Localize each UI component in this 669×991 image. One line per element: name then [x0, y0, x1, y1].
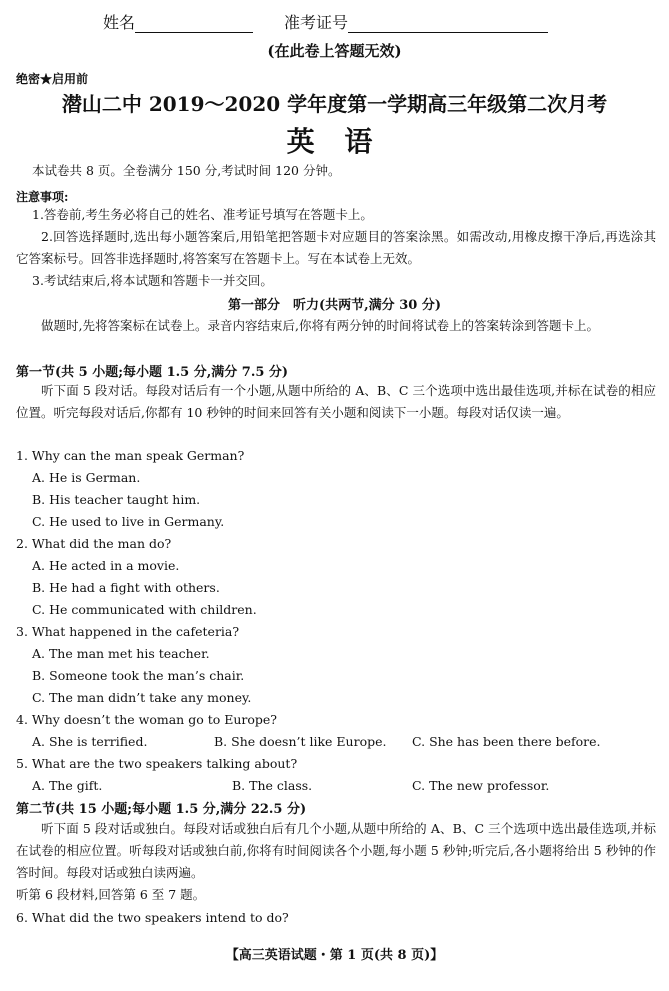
q2-option-a: A. He acted in a movie. [32, 558, 180, 573]
q5-option-a: A. The gift. [32, 778, 103, 793]
q1-option-b: B. His teacher taught him. [32, 492, 201, 507]
subject-title: 英 语 [286, 125, 383, 158]
section1-instruction: 听下面 5 段对话。每段对话后有一个小题,从题中所给的 A、B、C 三个选项中选出最佳选项,并标在试卷的相应位置。听完每段对话后,你都有 10 秒钟的时间来回答有关小题和阅读下一小题。每段对话仅读一遍。 [16, 383, 656, 420]
q3-option-b: B. Someone took the man’s chair. [32, 668, 245, 683]
q5-option-c: C. The new professor. [412, 778, 550, 793]
id-field [284, 10, 548, 33]
q2-option-b: B. He had a fight with others. [32, 580, 220, 595]
name-underline [135, 16, 253, 33]
q3-option-c: C. The man didn’t take any money. [32, 690, 252, 705]
note-item-3: 3.考试结束后,将本试题和答题卡一并交回。 [32, 273, 273, 288]
q4-option-a: A. She is terrified. [32, 734, 148, 749]
q2-stem: 2. What did the man do? [16, 536, 172, 551]
note-item-2: 2.回答选择题时,选出每小题答案后,用铅笔把答题卡对应题目的答案涂黑。如需改动,用橡皮擦干净后,再选涂其它答案标号。回答非选择题时,将答案写在答题卡上。写在本试卷上无效。 [16, 229, 656, 266]
no-answer-notice: (在此卷上答题无效) [267, 42, 402, 60]
id-underline [348, 16, 548, 33]
exam-title: 潜山二中 2019～2020 学年度第一学期高三年级第二次月考 [61, 92, 608, 116]
q4-stem: 4. Why doesn’t the woman go to Europe? [16, 712, 277, 727]
notes-heading: 注意事项: [16, 190, 69, 204]
part1-title: 第一部分 听力(共两节,满分 30 分) [228, 298, 441, 313]
page-footer: 【高三英语试题・第 1 页(共 8 页)】 [225, 948, 444, 963]
section1-title: 第一节(共 5 小题;每小题 1.5 分,满分 7.5 分) [16, 365, 289, 380]
secret-mark: 绝密★启用前 [16, 72, 89, 86]
q3-stem: 3. What happened in the cafeteria? [16, 624, 240, 639]
q2-option-c: C. He communicated with children. [32, 602, 257, 617]
q1-option-c: C. He used to live in Germany. [32, 514, 225, 529]
intro-text: 本试卷共 8 页。全卷满分 150 分,考试时间 120 分钟。 [32, 163, 341, 178]
section2-instruction: 听下面 5 段对话或独白。每段对话或独白后有几个小题,从题中所给的 A、B、C 三个选项中选出最佳选项,并标在试卷的相应位置。听每段对话或独白前,你将有时间阅读各个小题,每小题 5 秒钟;听完后,各小题将给出 5 秒钟的作答时间。每段对话或独白读两遍。 [16, 821, 656, 880]
q5-stem: 5. What are the two speakers talking about? [16, 756, 298, 771]
id-label: 准考证号 [284, 13, 349, 32]
name-field [103, 10, 253, 33]
q1-stem: 1. Why can the man speak German? [16, 448, 245, 463]
q3-option-a: A. The man met his teacher. [32, 646, 210, 661]
section2-material: 听第 6 段材料,回答第 6 至 7 题。 [16, 887, 206, 902]
q4-option-c: C. She has been there before. [412, 734, 601, 749]
q6-stem: 6. What did the two speakers intend to do? [16, 910, 289, 925]
part1-instruction: 做题时,先将答案标在试卷上。录音内容结束后,你将有两分钟的时间将试卷上的答案转涂到答题卡上。 [41, 318, 599, 333]
q5-option-b: B. The class. [232, 778, 313, 793]
q1-option-a: A. He is German. [32, 470, 141, 485]
note-item-1: 1.答卷前,考生务必将自己的姓名、准考证号填写在答题卡上。 [32, 207, 373, 222]
name-label: 姓名 [103, 13, 136, 32]
q4-option-b: B. She doesn’t like Europe. [214, 734, 387, 749]
section2-title: 第二节(共 15 小题;每小题 1.5 分,满分 22.5 分) [16, 802, 307, 817]
